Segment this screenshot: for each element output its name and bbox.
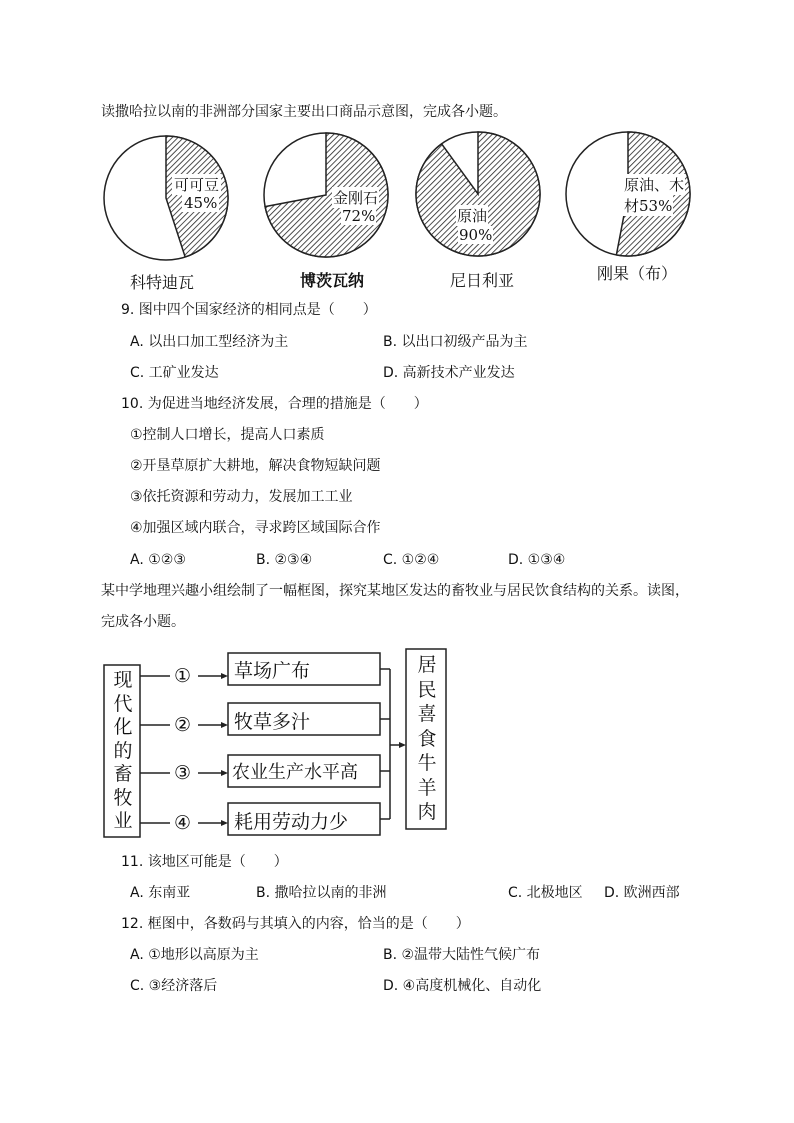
q11-option-d[interactable]: D. 欧洲西部	[604, 885, 680, 901]
q9-option-b[interactable]: B. 以出口初级产品为主	[383, 334, 528, 350]
diagram-box-2-text: 牧草多汁	[234, 711, 311, 733]
q10-option-d[interactable]: D. ①③④	[508, 552, 566, 568]
q12-option-a[interactable]: A. ①地形以高原为主	[130, 947, 259, 963]
q11-option-c[interactable]: C. 北极地区	[508, 885, 583, 901]
q12-option-d[interactable]: D. ④高度机械化、自动化	[383, 978, 542, 994]
diagram-left-char: 牧	[113, 786, 133, 809]
diagram-left-char: 现	[113, 669, 133, 691]
flow-diagram	[100, 645, 450, 840]
diagram-left-char: 畜	[113, 763, 133, 785]
pie-4-label-line2: 材53%	[624, 197, 673, 215]
q10-item-2: ②开垦草原扩大耕地，解决食物短缺问题	[130, 458, 381, 474]
diagram-num-2: ②	[174, 714, 192, 736]
intro-text-2-line1: 某中学地理兴趣小组绘制了一幅框图，探究某地区发达的畜牧业与居民饮食结构的关系。读图，	[101, 583, 689, 599]
q11-option-b[interactable]: B. 撒哈拉以南的非洲	[256, 885, 387, 901]
diagram-num-1: ①	[174, 665, 192, 687]
q12-option-c[interactable]: C. ③经济落后	[130, 978, 218, 994]
diagram-box-3-text: 农业生产水平高	[232, 762, 358, 783]
diagram-left-text	[112, 669, 134, 834]
pie-2-pct: 72%	[342, 207, 376, 225]
pie-3-pct: 90%	[459, 226, 493, 244]
q10-option-b[interactable]: B. ②③④	[256, 552, 313, 568]
q9-option-d[interactable]: D. 高新技术产业发达	[383, 365, 515, 381]
diagram-right-char: 羊	[417, 776, 437, 799]
pie-1-country: 科特迪瓦	[130, 273, 195, 292]
q10-stem: 10. 为促进当地经济发展，合理的措施是（ ）	[121, 396, 428, 412]
pie-1-pct: 45%	[184, 194, 218, 212]
pie-4-label-line1: 原油、木	[624, 176, 685, 194]
diagram-left-char: 业	[113, 810, 133, 832]
pie-2-label: 金刚石	[333, 189, 379, 207]
intro-text-1: 读撒哈拉以南的非洲部分国家主要出口商品示意图，完成各小题。	[101, 104, 507, 120]
q11-stem: 11. 该地区可能是（ ）	[121, 854, 288, 870]
diagram-num-3: ③	[174, 762, 192, 784]
pie-2-country: 博茨瓦纳	[300, 271, 365, 290]
diagram-left-char: 化	[113, 716, 133, 738]
q12-option-b[interactable]: B. ②温带大陆性气候广布	[383, 947, 541, 963]
diagram-box-4-text: 耗用劳动力少	[234, 811, 349, 833]
q9-option-c[interactable]: C. 工矿业发达	[130, 365, 219, 381]
q12-stem: 12. 框图中，各数码与其填入的内容，恰当的是（ ）	[121, 916, 470, 932]
intro-text-2-line2: 完成各小题。	[101, 614, 185, 630]
diagram-box-1-text: 草场广布	[234, 660, 311, 682]
pie-4-country: 刚果（布）	[597, 264, 678, 283]
q10-option-c[interactable]: C. ①②④	[383, 552, 440, 568]
diagram-right-char: 牛	[417, 752, 437, 774]
diagram-left-char: 的	[113, 739, 133, 762]
q10-item-3: ③依托资源和劳动力，发展加工工业	[130, 489, 353, 505]
diagram-num-4: ④	[174, 812, 192, 834]
diagram-right-char: 喜	[417, 703, 437, 725]
diagram-right-char: 肉	[417, 801, 437, 823]
diagram-right-char: 民	[417, 678, 437, 701]
q10-item-1: ①控制人口增长，提高人口素质	[130, 427, 325, 443]
pie-3-country: 尼日利亚	[450, 271, 515, 290]
diagram-left-char: 代	[113, 692, 133, 715]
diagram-right-text	[416, 653, 438, 825]
q10-option-a[interactable]: A. ①②③	[130, 552, 186, 568]
q11-option-a[interactable]: A. 东南亚	[130, 885, 191, 901]
pie-3-label: 原油	[457, 207, 488, 225]
pie-chart-group	[100, 130, 700, 300]
diagram-right-char: 食	[417, 727, 437, 750]
diagram-right-char: 居	[417, 654, 437, 676]
pie-1-label: 可可豆	[174, 176, 220, 194]
q9-stem: 9. 图中四个国家经济的相同点是（ ）	[121, 302, 377, 318]
q10-item-4: ④加强区域内联合，寻求跨区域国际合作	[130, 520, 381, 536]
q9-option-a[interactable]: A. 以出口加工型经济为主	[130, 334, 289, 350]
